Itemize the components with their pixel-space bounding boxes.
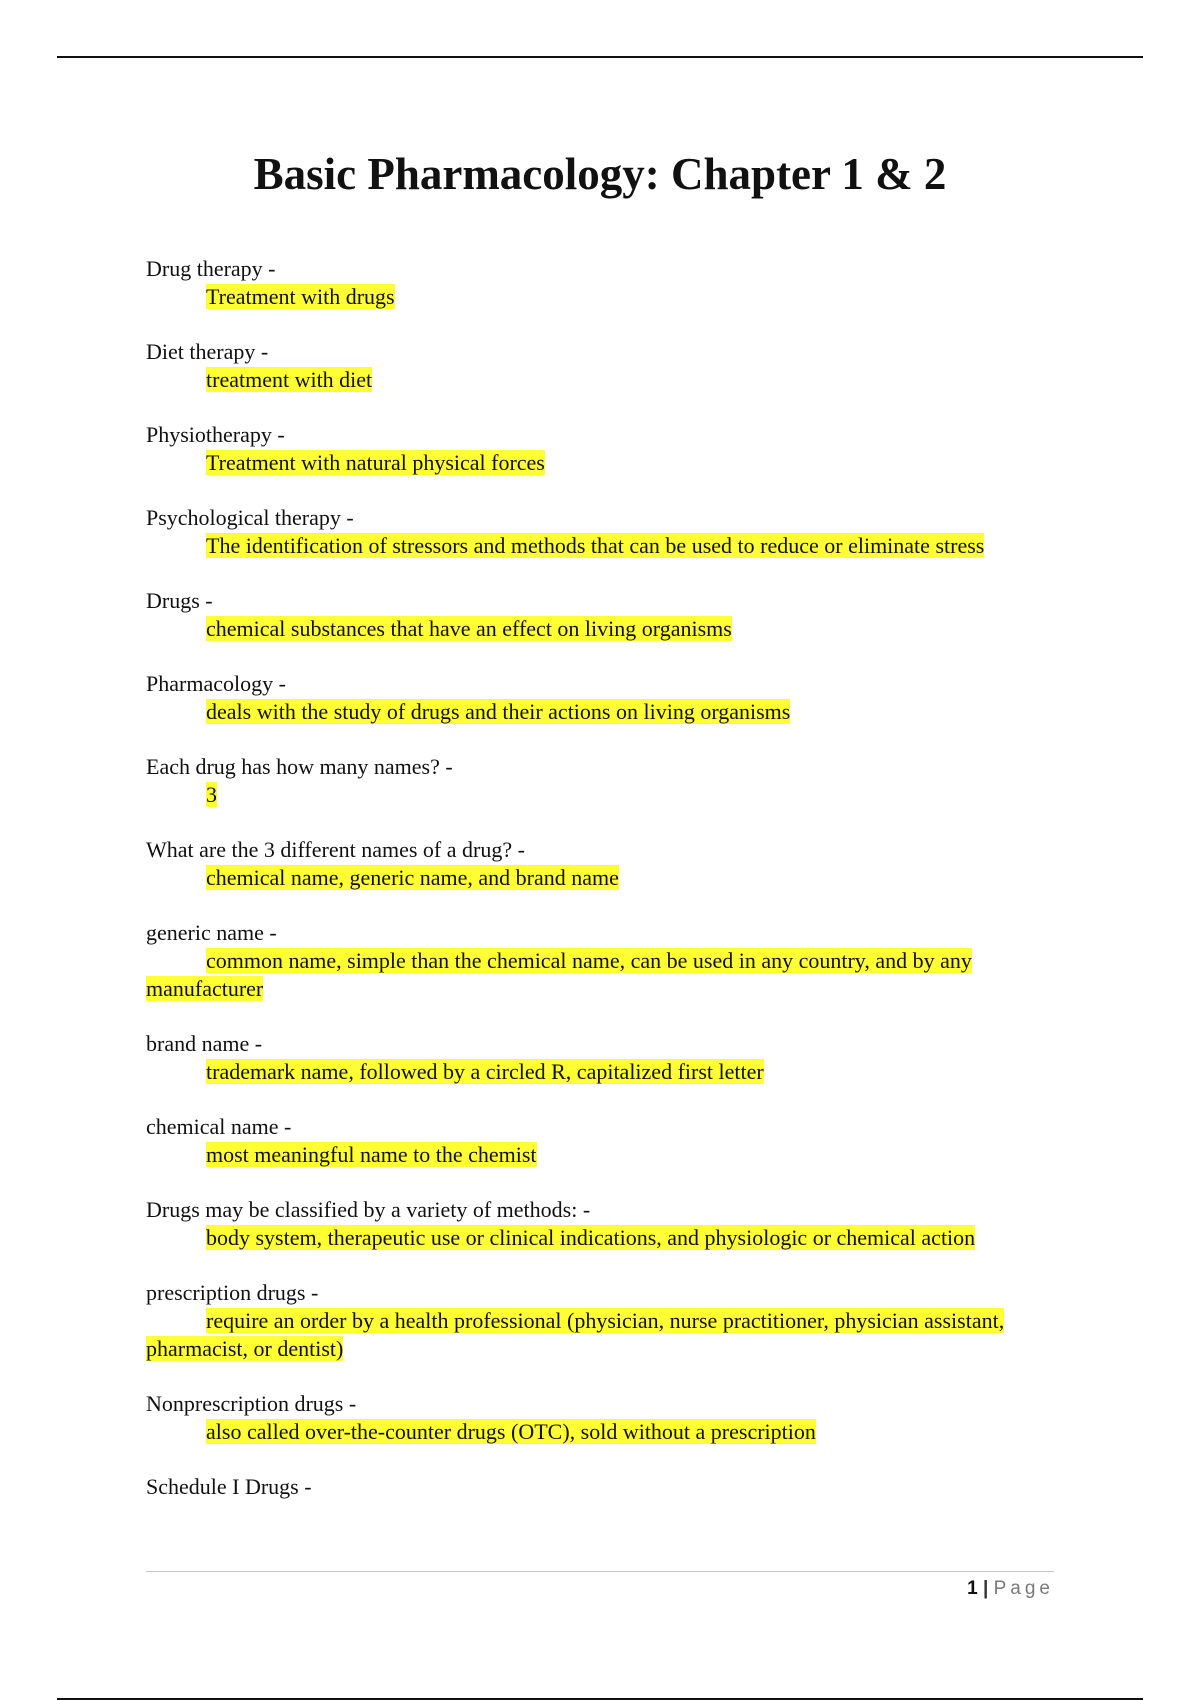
list-item bbox=[146, 1113, 1056, 1169]
list-item bbox=[146, 504, 1056, 560]
definition bbox=[146, 1141, 1056, 1169]
list-item bbox=[146, 1030, 1056, 1086]
term: chemical name - bbox=[146, 1114, 292, 1139]
definition bbox=[146, 864, 1056, 892]
highlighted-definition: body system, therapeutic use or clinical indications, and physiologic or chemical action bbox=[206, 1225, 976, 1250]
highlighted-definition: trademark name, followed by a circled R, capitalized first letter bbox=[206, 1059, 764, 1084]
page-label: Page bbox=[993, 1578, 1054, 1599]
list-item bbox=[146, 753, 1056, 809]
list-item bbox=[146, 1473, 1056, 1501]
highlighted-definition: most meaningful name to the chemist bbox=[206, 1142, 537, 1167]
definition bbox=[146, 1224, 1056, 1252]
highlighted-definition: Treatment with natural physical forces bbox=[206, 450, 545, 475]
definition bbox=[146, 615, 1056, 643]
term: Drugs may be classified by a variety of methods: - bbox=[146, 1197, 591, 1222]
term: Drug therapy - bbox=[146, 256, 276, 281]
term: Diet therapy - bbox=[146, 339, 269, 364]
term: Psychological therapy - bbox=[146, 505, 354, 530]
definition bbox=[146, 1058, 1056, 1086]
definition bbox=[146, 947, 1056, 1003]
term: Pharmacology - bbox=[146, 671, 286, 696]
definition bbox=[146, 532, 1056, 560]
definition bbox=[146, 698, 1056, 726]
definition bbox=[146, 283, 1056, 311]
term: Each drug has how many names? - bbox=[146, 754, 453, 779]
highlighted-definition: chemical substances that have an effect on living organisms bbox=[206, 616, 732, 641]
page-number: 1 bbox=[967, 1578, 978, 1599]
definition bbox=[146, 366, 1056, 394]
highlighted-definition: deals with the study of drugs and their actions on living organisms bbox=[206, 699, 791, 724]
list-item bbox=[146, 836, 1056, 892]
page-title: Basic Pharmacology: Chapter 1 & 2 bbox=[253, 149, 947, 199]
term: Physiotherapy - bbox=[146, 422, 285, 447]
list-item bbox=[146, 587, 1056, 643]
top-rule bbox=[57, 56, 1143, 58]
document-body bbox=[146, 255, 1056, 1528]
list-item bbox=[146, 338, 1056, 394]
page-footer bbox=[146, 1577, 1054, 1601]
definition bbox=[146, 449, 1056, 477]
list-item bbox=[146, 421, 1056, 477]
list-item bbox=[146, 919, 1056, 1003]
definition bbox=[146, 1307, 1056, 1363]
definition bbox=[146, 781, 1056, 809]
highlighted-definition: 3 bbox=[206, 782, 217, 807]
definition bbox=[146, 1418, 1056, 1446]
highlighted-definition: common name, simple than the chemical name, can be used in any country, and by any manufacturer bbox=[146, 948, 972, 1001]
highlighted-definition: treatment with diet bbox=[206, 367, 373, 392]
list-item bbox=[146, 1279, 1056, 1363]
term: prescription drugs - bbox=[146, 1280, 319, 1305]
highlighted-definition: require an order by a health professional (physician, nurse practitioner, physician assistant, pharmacist, or dentist) bbox=[146, 1308, 1005, 1361]
footer-separator: | bbox=[983, 1578, 989, 1599]
term: Schedule I Drugs - bbox=[146, 1474, 312, 1499]
highlighted-definition: The identification of stressors and methods that can be used to reduce or eliminate stress bbox=[206, 533, 985, 558]
footer-rule bbox=[146, 1571, 1054, 1572]
list-item bbox=[146, 1390, 1056, 1446]
term: generic name - bbox=[146, 920, 277, 945]
list-item bbox=[146, 255, 1056, 311]
highlighted-definition: Treatment with drugs bbox=[206, 284, 395, 309]
highlighted-definition: chemical name, generic name, and brand name bbox=[206, 865, 619, 890]
highlighted-definition: also called over-the-counter drugs (OTC), sold without a prescription bbox=[206, 1419, 816, 1444]
list-item bbox=[146, 1196, 1056, 1252]
list-item bbox=[146, 670, 1056, 726]
term: Nonprescription drugs - bbox=[146, 1391, 357, 1416]
term: Drugs - bbox=[146, 588, 213, 613]
term: brand name - bbox=[146, 1031, 263, 1056]
term: What are the 3 different names of a drug? - bbox=[146, 837, 525, 862]
